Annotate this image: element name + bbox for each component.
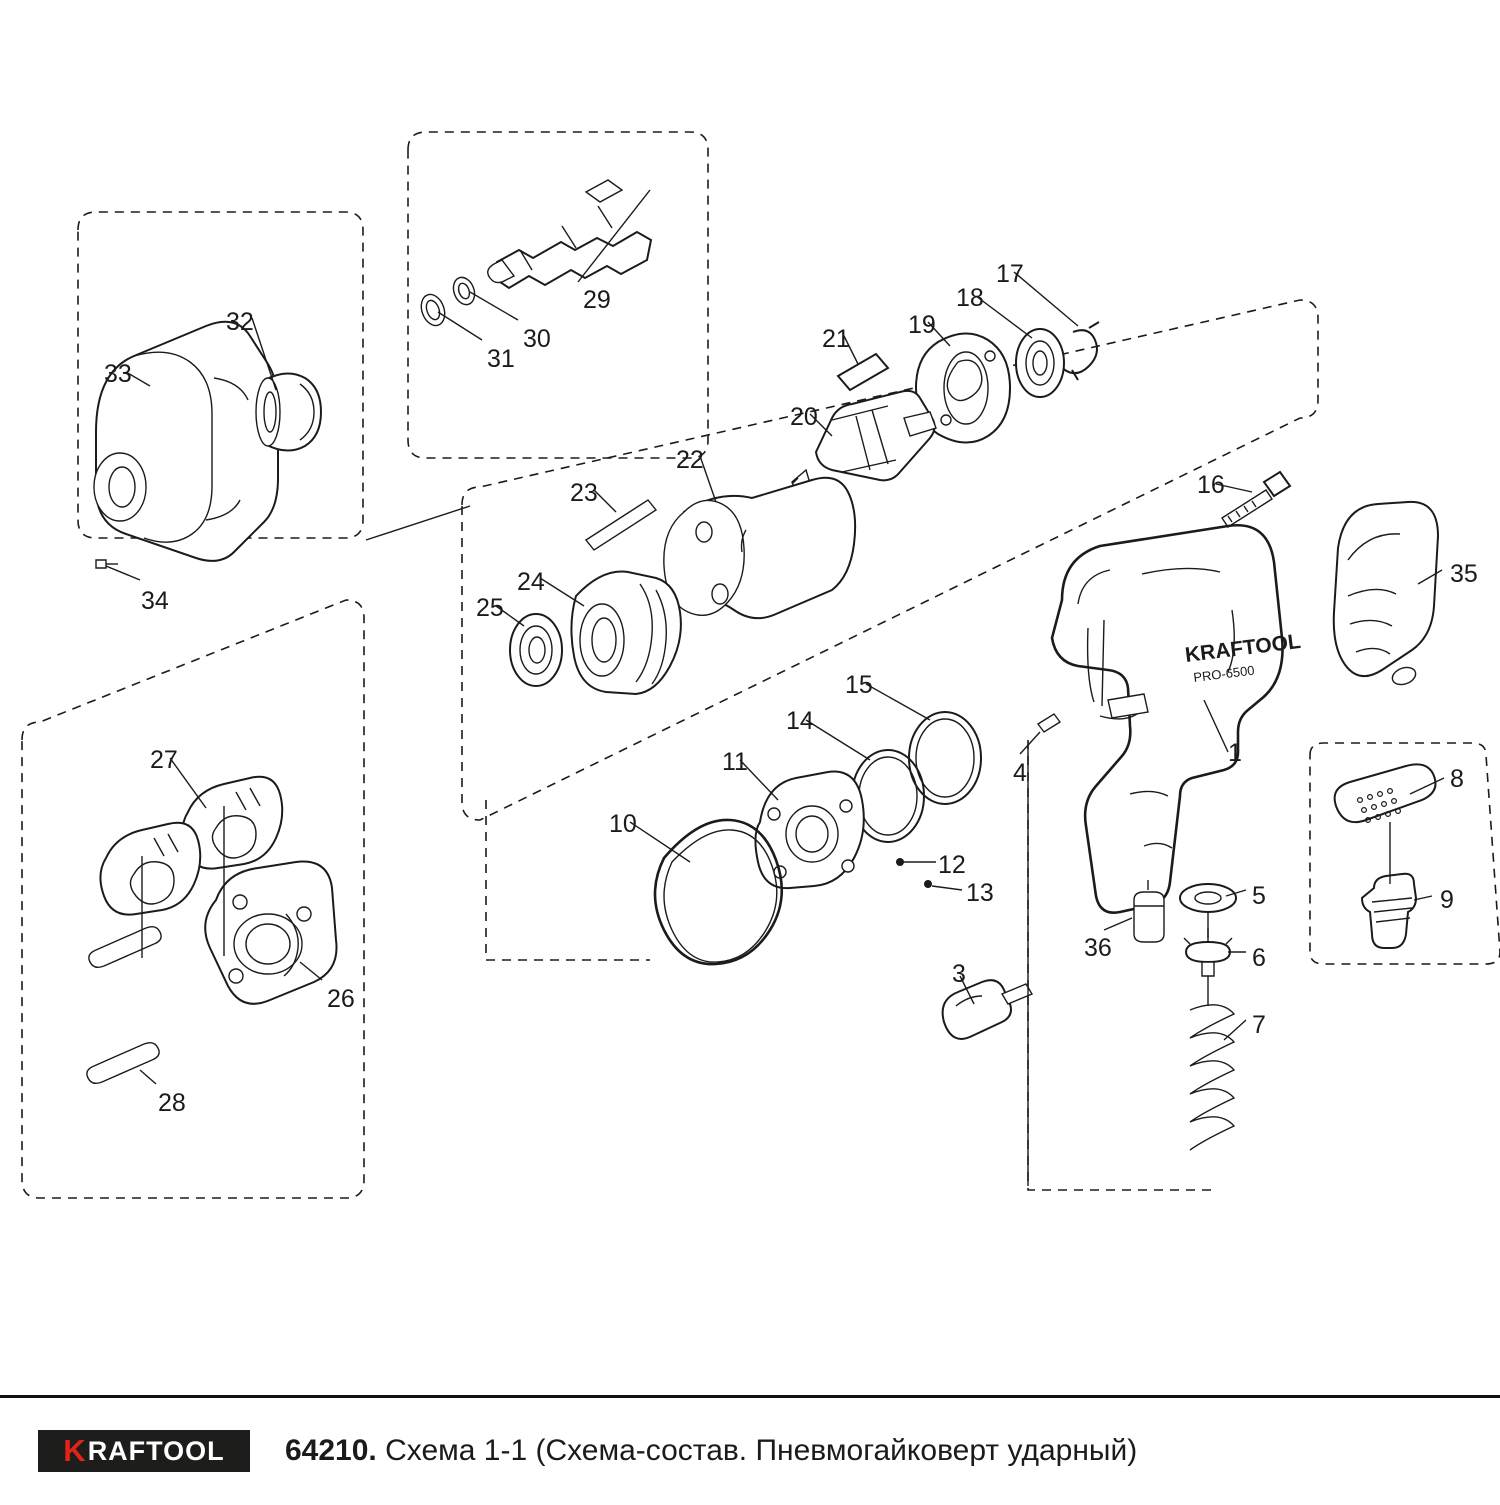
logo-rest: RAFTOOL [87,1435,225,1466]
callout-1: 1 [1228,739,1242,767]
callout-21: 21 [822,325,850,353]
callout-9: 9 [1440,886,1454,914]
part-23-pin [586,500,656,550]
callout-18: 18 [956,284,984,312]
callout-15: 15 [845,671,873,699]
part-36-sleeve [1134,892,1164,942]
part-11-end-cap [755,772,863,889]
part-32-ring [256,373,321,450]
part-4-pin [1038,714,1060,732]
housing-model-text: PRO-6500 [1192,662,1256,685]
callout-16: 16 [1197,471,1225,499]
kraftool-logo [38,1430,250,1472]
footer-caption [285,1434,1137,1468]
part-27-hammer-jaw-b [100,823,200,915]
callout-33: 33 [104,360,132,388]
footer-bar [0,1395,1500,1503]
callout-22: 22 [676,446,704,474]
part-30-washer [450,274,478,307]
part-31-washer [417,291,449,329]
callout-30: 30 [523,325,551,353]
callout-28: 28 [158,1089,186,1117]
callout-19: 19 [908,311,936,339]
callout-5: 5 [1252,882,1266,910]
callout-35: 35 [1450,560,1478,588]
part-1-main-housing [1052,525,1302,912]
part-7-spring [1190,1005,1234,1150]
part-9-inlet-fitting [1362,874,1416,948]
part-26-hammer-frame [205,862,336,1004]
callout-8: 8 [1450,765,1464,793]
part-15-o-ring [909,712,981,804]
callout-7: 7 [1252,1011,1266,1039]
callout-23: 23 [570,479,598,507]
group-box-spindle [408,132,708,458]
part-21-vane [838,354,888,390]
callout-12: 12 [938,851,966,879]
callout-36: 36 [1084,934,1112,962]
callout-4: 4 [1013,759,1027,787]
part-8-inlet-cover [1335,764,1436,822]
callout-31: 31 [487,345,515,373]
part-13-ball [924,880,932,888]
callout-34: 34 [141,587,169,615]
part-18-bearing [1016,329,1064,397]
scheme-title: Схема 1-1 (Схема-состав. Пневмогайковерт ударный) [385,1434,1138,1467]
part-16-bolt [1222,472,1290,527]
part-3-trigger [943,980,1032,1039]
part-22-cylinder [664,478,855,618]
part-25-bearing [510,614,562,686]
callout-25: 25 [476,594,504,622]
logo-k: K [63,1433,87,1468]
callout-17: 17 [996,260,1024,288]
callout-10: 10 [609,810,637,838]
part-35-grip-cover [1334,502,1438,688]
callout-27: 27 [150,746,178,774]
part-29-spindle [488,180,651,288]
part-33-hammer-case [94,322,278,561]
callout-24: 24 [517,568,545,596]
housing-logo-text: KRAFTOOL [1183,629,1303,667]
group-bracket-valve [1028,740,1216,1190]
callout-32: 32 [226,308,254,336]
part-24-end-plate [571,572,680,695]
callout-6: 6 [1252,944,1266,972]
callout-20: 20 [790,403,818,431]
scheme-code: 64210. [285,1434,377,1467]
callout-29: 29 [583,286,611,314]
part-28-pin-a [89,927,161,968]
callout-11: 11 [722,748,748,776]
part-5-washer [1180,884,1236,912]
callout-13: 13 [966,879,994,907]
callout-26: 26 [327,985,355,1013]
callout-3: 3 [952,960,966,988]
group-box-motor [462,300,1318,820]
callout-14: 14 [786,707,814,735]
